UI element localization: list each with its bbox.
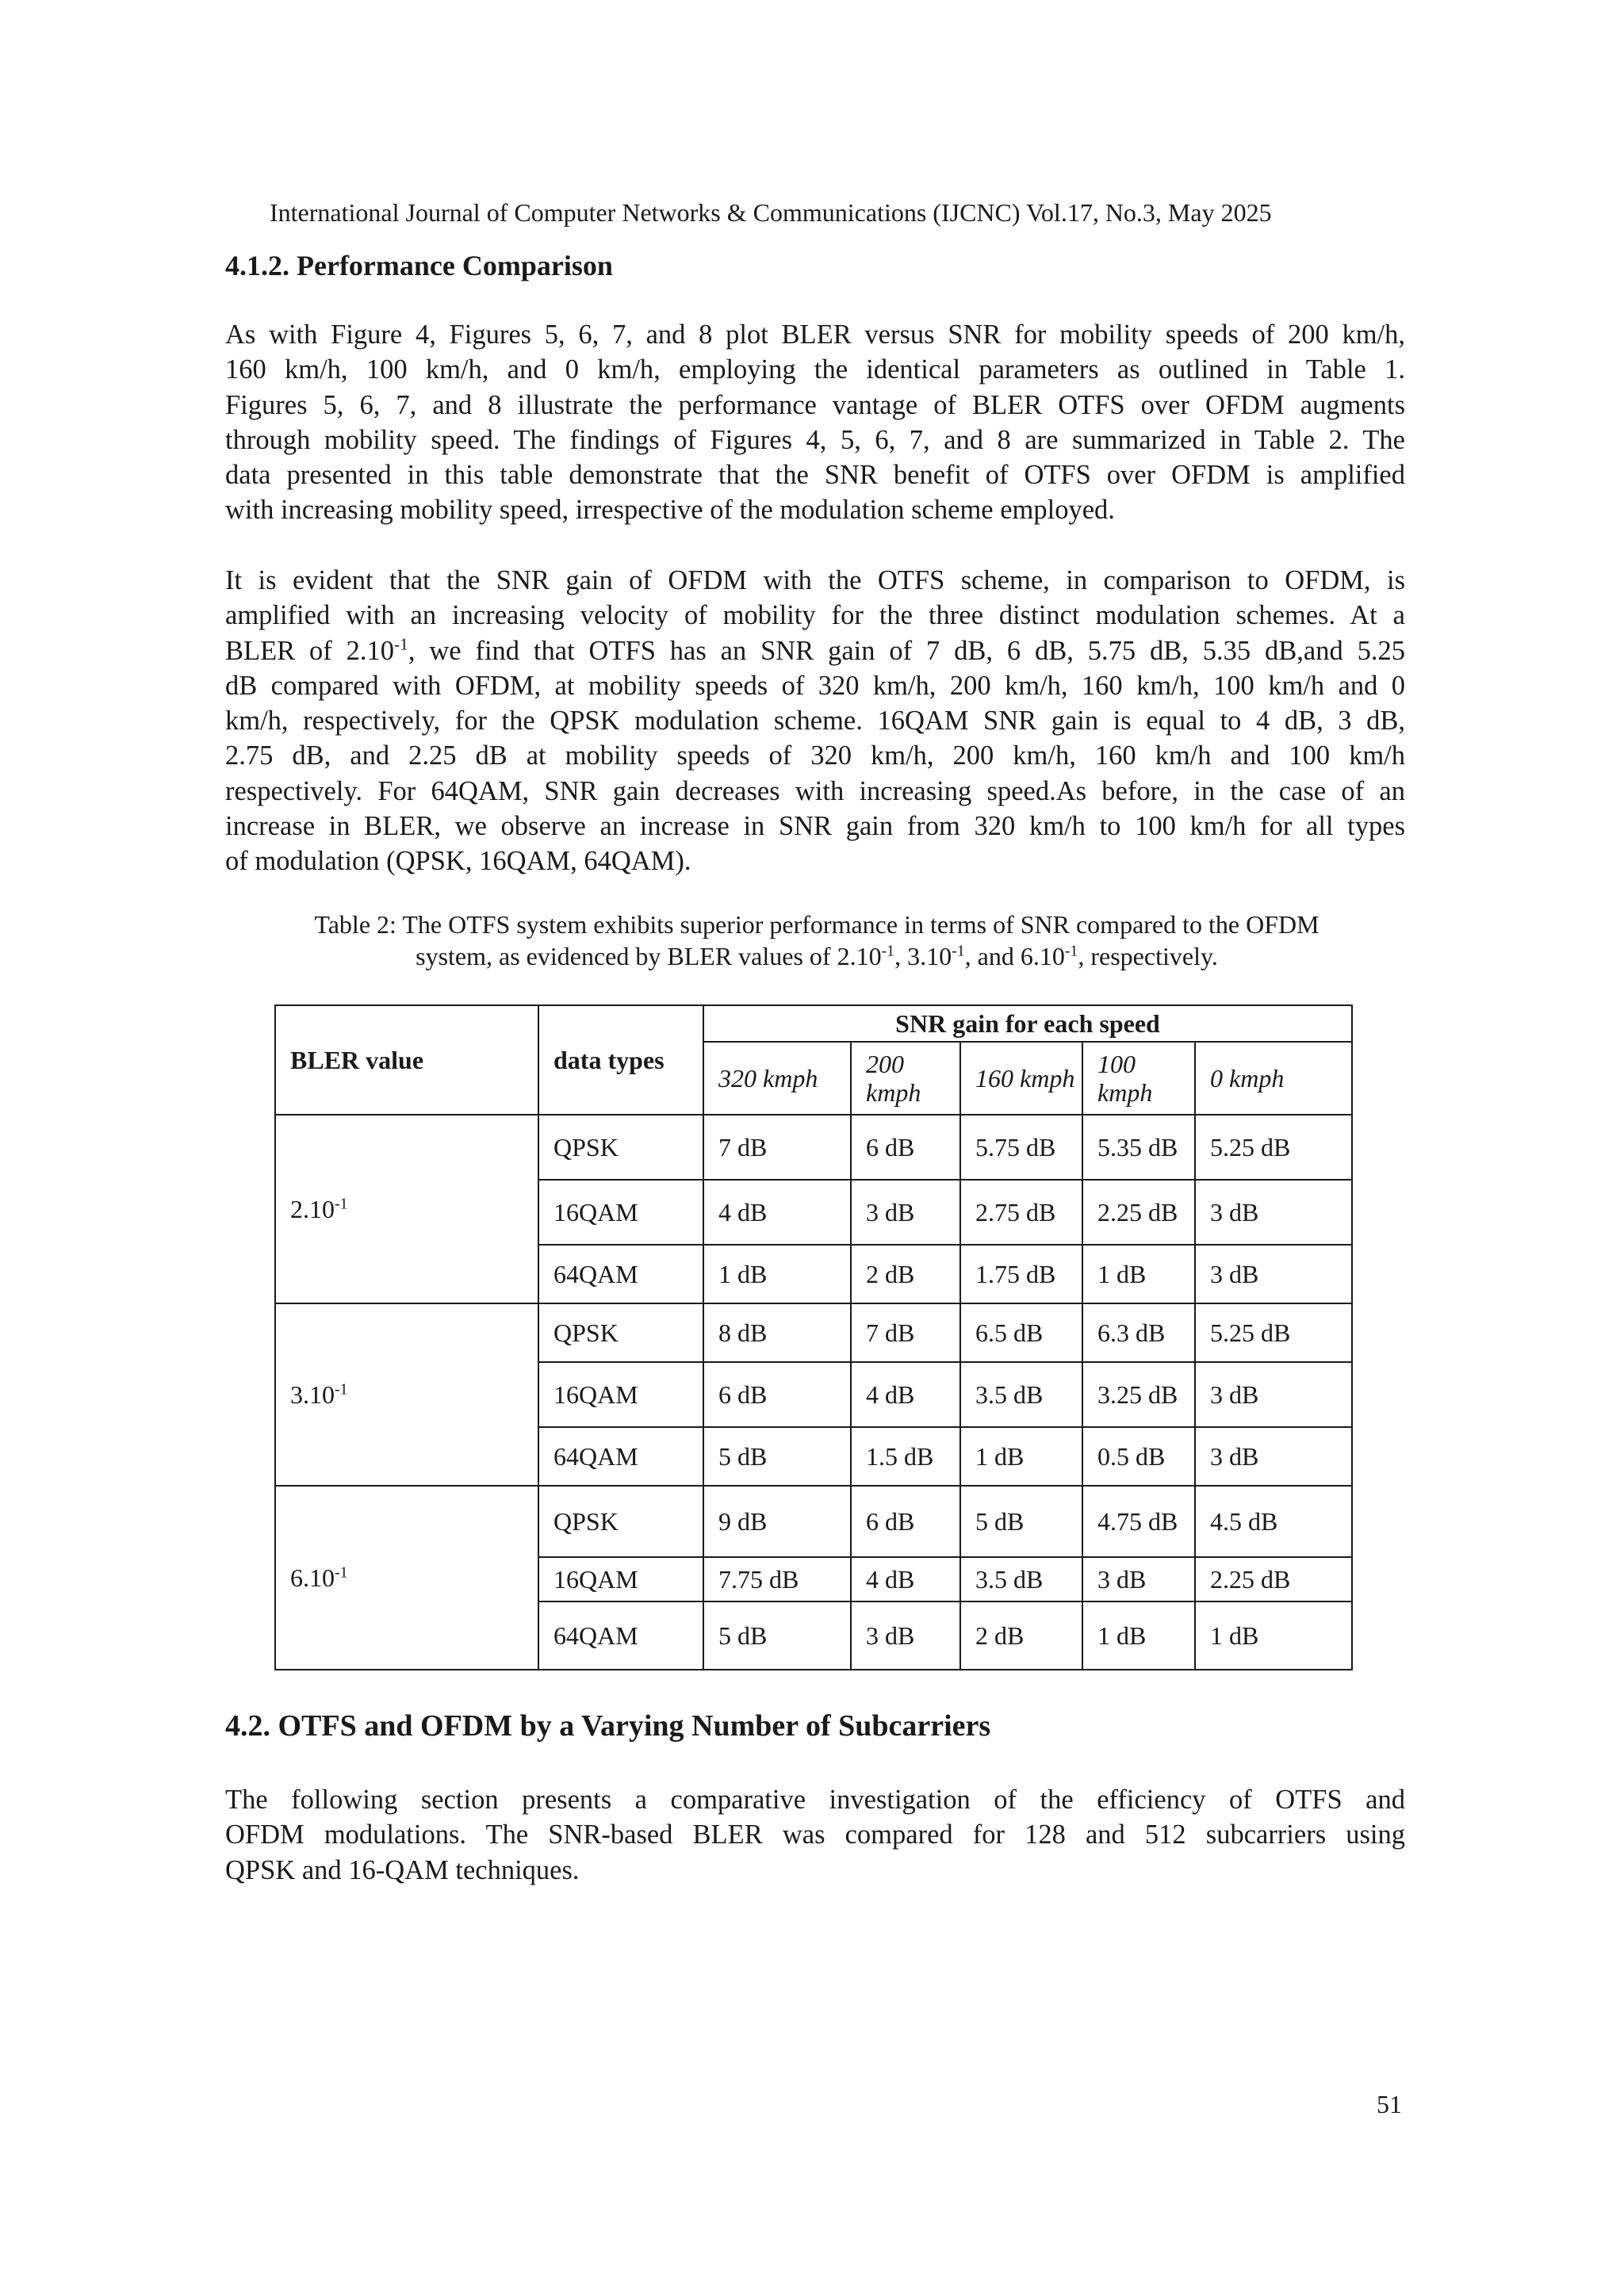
paragraph-performance-intro (225, 317, 1405, 528)
value-cell: 7.75 dB (703, 1557, 851, 1601)
bler-exponent: -1 (335, 1195, 348, 1213)
value-cell: 3 dB (851, 1601, 960, 1670)
superscript: -1 (881, 942, 895, 960)
value-cell: 1.75 dB (960, 1245, 1082, 1303)
paragraph-subcarriers (225, 1782, 1405, 1888)
table-row (275, 1303, 1352, 1362)
bler-exponent: -1 (335, 1380, 348, 1399)
bler-base: 6.10 (290, 1563, 335, 1592)
paragraph-line: QPSK and 16-QAM techniques. (225, 1854, 580, 1885)
text-run: , respectively. (1078, 942, 1218, 970)
paragraph-line: 160 km/h, 100 km/h, and 0 km/h, employing the identical parameters as outlined in Table 1. (225, 354, 1405, 385)
value-cell: 0.5 dB (1082, 1427, 1195, 1486)
value-cell: 4 dB (851, 1557, 960, 1601)
value-cell: 1 dB (1082, 1245, 1195, 1303)
paragraph-line: dB compared with OFDM, at mobility speeds of 320 km/h, 200 km/h, 160 km/h, 100 km/h and 0 (225, 670, 1405, 701)
value-cell: 1.5 dB (851, 1427, 960, 1486)
type-cell: QPSK (538, 1303, 703, 1362)
paragraph-line: through mobility speed. The findings of Figures 4, 5, 6, 7, and 8 are summarized in Table 2. The (225, 424, 1405, 455)
paragraph-line: increase in BLER, we observe an increase in SNR gain from 320 km/h to 100 km/h for all types (225, 811, 1405, 842)
value-cell: 5 dB (703, 1601, 851, 1670)
caption-line: Table 2: The OTFS system exhibits superior performance in terms of SNR compared to the OFDM (314, 910, 1320, 939)
paragraph-line: respectively. For 64QAM, SNR gain decreases with increasing speed.As before, in the case of an (225, 775, 1405, 806)
type-cell: QPSK (538, 1115, 703, 1180)
paragraph-line: data presented in this table demonstrate that the SNR benefit of OTFS over OFDM is amplified (225, 460, 1405, 491)
header-data-types: data types (538, 1005, 703, 1115)
paragraph-line: km/h, respectively, for the QPSK modulation scheme. 16QAM SNR gain is equal to 4 dB, 3 dB, (225, 706, 1405, 737)
value-cell: 3 dB (1195, 1180, 1352, 1245)
value-cell: 3 dB (1195, 1245, 1352, 1303)
paragraph-line (225, 633, 1405, 668)
superscript: -1 (1064, 942, 1078, 960)
type-cell: 16QAM (538, 1557, 703, 1601)
superscript: -1 (394, 634, 408, 654)
bler-cell (275, 1486, 538, 1670)
value-cell: 1 dB (960, 1427, 1082, 1486)
value-cell: 2 dB (960, 1601, 1082, 1670)
paragraph-line: with increasing mobility speed, irrespective of the modulation scheme employed. (225, 495, 1115, 526)
subsection-title: 4.2. OTFS and OFDM by a Varying Number of Subcarriers (225, 1709, 991, 1743)
value-cell: 2.25 dB (1195, 1557, 1352, 1601)
value-cell: 6 dB (851, 1486, 960, 1557)
section-title: 4.1.2. Performance Comparison (225, 250, 613, 281)
superscript: -1 (952, 942, 965, 960)
header-speed: 0 kmph (1195, 1042, 1352, 1115)
paragraph-line: As with Figure 4, Figures 5, 6, 7, and 8 plot BLER versus SNR for mobility speeds of 200 km/h, (225, 320, 1405, 350)
paragraph-line: Figures 5, 6, 7, and 8 illustrate the performance vantage of BLER OTFS over OFDM augments (225, 389, 1405, 420)
value-cell: 5 dB (703, 1427, 851, 1486)
paragraph-line: of modulation (QPSK, 16QAM, 64QAM). (225, 846, 691, 877)
paragraph-snr-gain (225, 563, 1405, 879)
table-row (275, 1486, 1352, 1557)
header-speed: 160 kmph (960, 1042, 1082, 1115)
value-cell: 6.3 dB (1082, 1303, 1195, 1362)
header-bler-value: BLER value (275, 1005, 538, 1115)
value-cell: 6.5 dB (960, 1303, 1082, 1362)
paragraph-line: 2.75 dB, and 2.25 dB at mobility speeds of 320 km/h, 200 km/h, 160 km/h and 100 km/h (225, 740, 1405, 771)
value-cell: 5.75 dB (960, 1115, 1082, 1180)
header-snr-gain-group: SNR gain for each speed (703, 1005, 1352, 1042)
value-cell: 2.75 dB (960, 1180, 1082, 1245)
bler-base: 3.10 (290, 1380, 335, 1409)
value-cell: 2 dB (851, 1245, 960, 1303)
value-cell: 3 dB (1195, 1427, 1352, 1486)
value-cell: 4 dB (851, 1362, 960, 1427)
type-cell: QPSK (538, 1486, 703, 1557)
value-cell: 3 dB (1082, 1557, 1195, 1601)
snr-gain-table (274, 1004, 1353, 1670)
value-cell: 9 dB (703, 1486, 851, 1557)
value-cell: 6 dB (703, 1362, 851, 1427)
value-cell: 5.25 dB (1195, 1115, 1352, 1180)
paragraph-line: amplified with an increasing velocity of mobility for the three distinct modulation schemes. At a (225, 600, 1405, 631)
bler-cell (275, 1115, 538, 1303)
value-cell: 3.5 dB (960, 1557, 1082, 1601)
value-cell: 5.25 dB (1195, 1303, 1352, 1362)
value-cell: 1 dB (703, 1245, 851, 1303)
table-caption (270, 909, 1364, 972)
bler-base: 2.10 (290, 1195, 335, 1223)
text-run: system, as evidenced by BLER values of 2.10 (416, 942, 882, 970)
value-cell: 3.25 dB (1082, 1362, 1195, 1427)
text-run: , and 6.10 (964, 942, 1065, 970)
value-cell: 2.25 dB (1082, 1180, 1195, 1245)
journal-header: International Journal of Computer Networks & Communications (IJCNC) Vol.17, No.3, May 2025 (270, 198, 1272, 227)
bler-exponent: -1 (335, 1563, 348, 1582)
value-cell: 3.5 dB (960, 1362, 1082, 1427)
type-cell: 16QAM (538, 1180, 703, 1245)
value-cell: 4.75 dB (1082, 1486, 1195, 1557)
header-speed: 200 kmph (851, 1042, 960, 1115)
paragraph-line: OFDM modulations. The SNR-based BLER was compared for 128 and 512 subcarriers using (225, 1820, 1405, 1850)
value-cell: 4 dB (703, 1180, 851, 1245)
bler-cell (275, 1303, 538, 1486)
type-cell: 16QAM (538, 1362, 703, 1427)
value-cell: 3 dB (851, 1180, 960, 1245)
header-speed: 100 kmph (1082, 1042, 1195, 1115)
value-cell: 5 dB (960, 1486, 1082, 1557)
header-speed: 320 kmph (703, 1042, 851, 1115)
value-cell: 6 dB (851, 1115, 960, 1180)
value-cell: 5.35 dB (1082, 1115, 1195, 1180)
type-cell: 64QAM (538, 1427, 703, 1486)
value-cell: 8 dB (703, 1303, 851, 1362)
text-run: , 3.10 (894, 942, 952, 970)
type-cell: 64QAM (538, 1601, 703, 1670)
type-cell: 64QAM (538, 1245, 703, 1303)
caption-line (270, 940, 1364, 972)
value-cell: 7 dB (851, 1303, 960, 1362)
text-run: , we find that OTFS has an SNR gain of 7 dB, 6 dB, 5.75 dB, 5.35 dB,and 5.25 (408, 635, 1405, 666)
paragraph-line: It is evident that the SNR gain of OFDM with the OTFS scheme, in comparison to OFDM, is (225, 565, 1405, 595)
text-run: BLER of 2.10 (225, 635, 395, 666)
value-cell: 1 dB (1195, 1601, 1352, 1670)
table-row (275, 1115, 1352, 1180)
value-cell: 4.5 dB (1195, 1486, 1352, 1557)
value-cell: 3 dB (1195, 1362, 1352, 1427)
page-number: 51 (1377, 2090, 1402, 2118)
value-cell: 1 dB (1082, 1601, 1195, 1670)
value-cell: 7 dB (703, 1115, 851, 1180)
paragraph-line: The following section presents a comparative investigation of the efficiency of OTFS and (225, 1785, 1405, 1815)
